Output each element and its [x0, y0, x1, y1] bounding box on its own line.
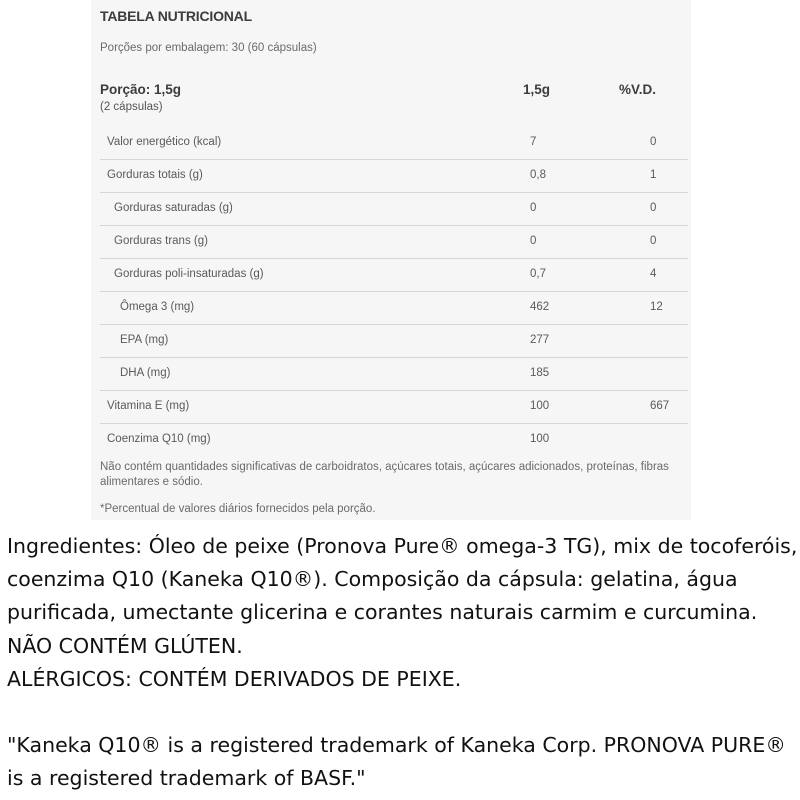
nutrient-name: Ômega 3 (mg) [120, 301, 195, 313]
nutrient-amount: 185 [530, 367, 550, 379]
portion-sub-label: (2 cápsulas) [100, 101, 163, 113]
nutrient-amount: 100 [530, 400, 550, 412]
nutrient-rows [100, 127, 688, 456]
table-row [100, 193, 688, 226]
table-row [100, 226, 688, 259]
nutrient-name: Vitamina E (mg) [107, 400, 190, 412]
allergens-text: ALÉRGICOS: CONTÉM DERIVADOS DE PEIXE. [7, 666, 462, 691]
column-header-daily-value: %V.D. [619, 82, 657, 97]
nutrient-name: Valor energético (kcal) [107, 136, 222, 148]
nutrient-name: Gorduras trans (g) [114, 235, 208, 247]
nutrient-name: EPA (mg) [120, 334, 169, 346]
nutrition-table [91, 0, 691, 520]
footnote-not-significant: Não contém quantidades significativas de carboidratos, açúcares totais, açúcares adicionados, proteínas, fibras alimentares e sódio. [100, 461, 669, 488]
servings-per-package: Porções por embalagem: 30 (60 cápsulas) [100, 42, 317, 54]
nutrient-amount: 0,7 [530, 268, 546, 280]
trademark-text: "Kaneka Q10® is a registered trademark of Kaneka Corp. PRONOVA PURE® is a registered trademark of BASF." [7, 733, 786, 791]
table-row [100, 358, 688, 391]
column-header-amount: 1,5g [523, 82, 551, 97]
nutrient-daily-value: 667 [650, 400, 670, 412]
table-row [100, 160, 688, 193]
footnote-daily-value: *Percentual de valores diários fornecidos pela porção. [100, 503, 376, 515]
nutrient-name: Gorduras saturadas (g) [114, 202, 233, 214]
ingredients-text: Ingredientes: Óleo de peixe (Pronova Pure® omega-3 TG), mix de tocoferóis, coenzima Q10 (Kaneka Q10®). Composição da cápsula: gelatina, água purificada, umectante glicerina e corantes naturais carmim e curcumina. NÃO CONTÉM GLÚTEN. [7, 534, 798, 658]
nutrient-daily-value: 0 [650, 202, 657, 214]
nutrient-daily-value: 0 [650, 136, 657, 148]
nutrient-amount: 0,8 [530, 169, 546, 181]
nutrient-amount: 0 [530, 235, 537, 247]
table-row [100, 292, 688, 325]
nutrient-amount: 100 [530, 433, 550, 445]
nutrient-daily-value: 1 [650, 169, 657, 181]
nutrient-amount: 7 [530, 136, 537, 148]
nutrient-amount: 462 [530, 301, 550, 313]
nutrient-daily-value: 0 [650, 235, 657, 247]
table-row [100, 391, 688, 424]
nutrient-amount: 0 [530, 202, 537, 214]
table-row [100, 424, 688, 456]
table-row [100, 127, 688, 160]
table-row [100, 325, 688, 358]
nutrient-name: DHA (mg) [120, 367, 171, 379]
nutrient-daily-value: 4 [650, 268, 657, 280]
nutrient-name: Gorduras poli-insaturadas (g) [114, 268, 264, 280]
nutrient-daily-value: 12 [650, 301, 663, 313]
product-description [7, 530, 799, 795]
nutrient-amount: 277 [530, 334, 550, 346]
nutrient-name: Gorduras totais (g) [107, 169, 203, 181]
portion-label: Porção: 1,5g [100, 82, 182, 97]
nutrient-name: Coenzima Q10 (mg) [107, 433, 211, 445]
table-title: TABELA NUTRICIONAL [100, 8, 252, 24]
paragraph-gap [7, 696, 799, 729]
table-row [100, 259, 688, 292]
